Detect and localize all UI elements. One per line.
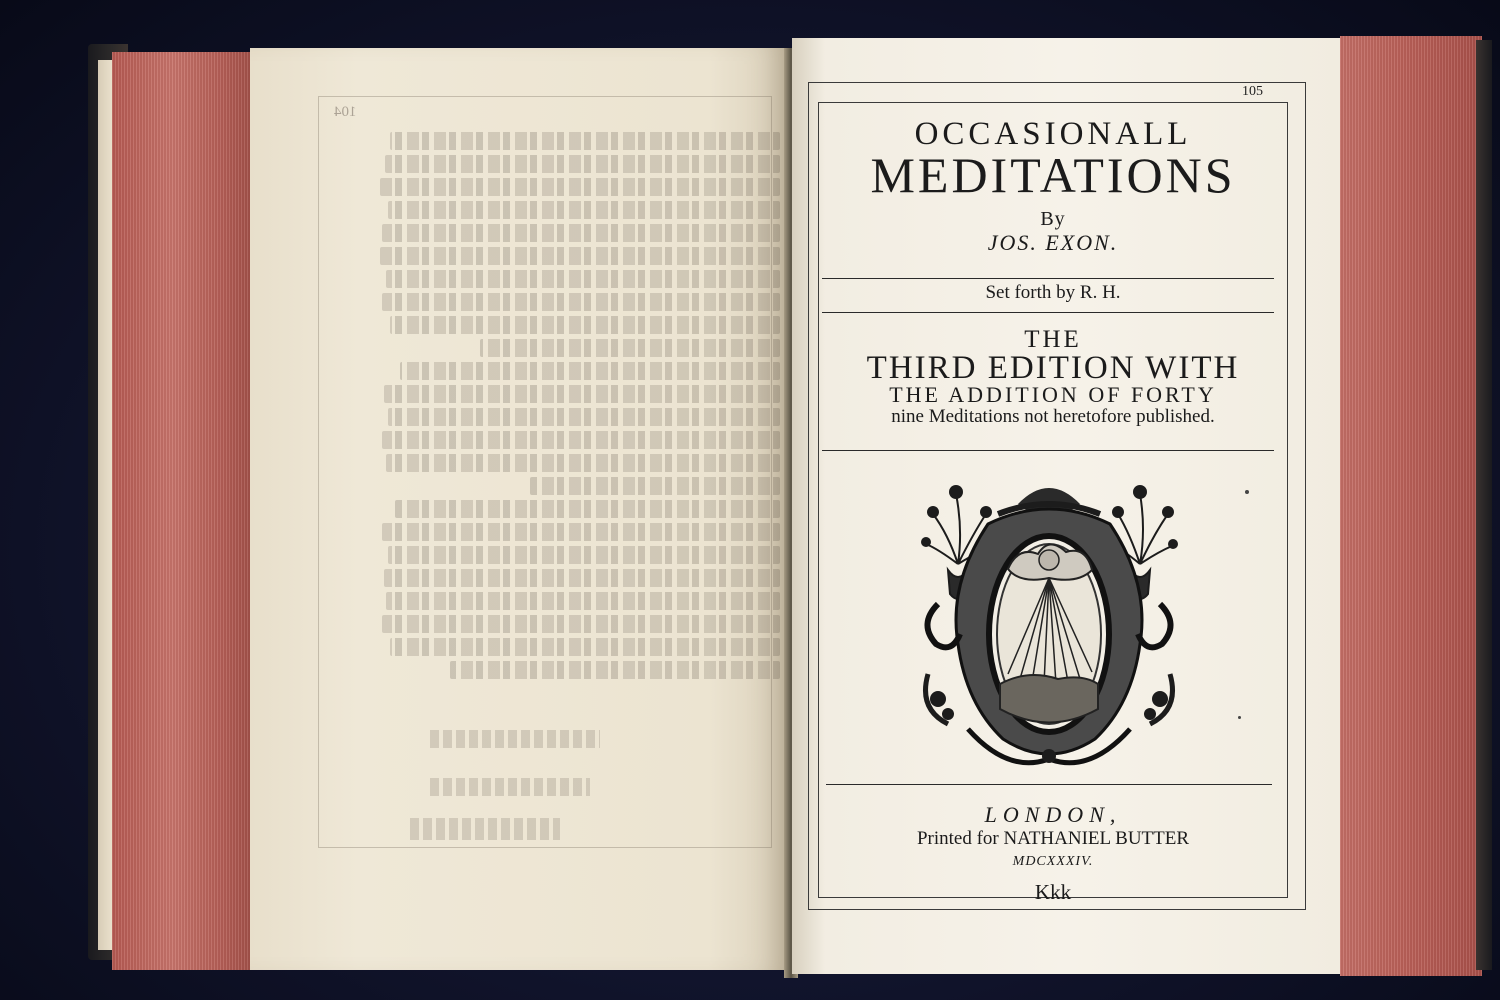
author: JOS. EXON. xyxy=(987,230,1119,255)
ink-speck xyxy=(1245,490,1249,494)
left-page-show-through-text xyxy=(380,132,780,684)
left-page-edges xyxy=(112,52,262,970)
left-page-show-through-signoff xyxy=(430,730,600,748)
left-page-show-through-signoff-2 xyxy=(430,778,590,796)
rule-1 xyxy=(822,278,1274,279)
left-page-number-mirrored: 104 xyxy=(334,104,357,120)
printers-ornament-icon xyxy=(908,474,1190,770)
left-page-show-through-signature xyxy=(410,818,560,840)
imprint-printer: Printed for NATHANIEL BUTTER xyxy=(916,828,1190,849)
edition-the: THE xyxy=(1024,326,1082,353)
title-line-2: MEDITATIONS xyxy=(870,147,1236,203)
ink-speck xyxy=(1238,716,1241,719)
rule-2 xyxy=(822,312,1274,313)
imprint-year: MDCXXXIV. xyxy=(1012,854,1094,869)
imprint-city: LONDON, xyxy=(984,802,1122,827)
signature-mark: Kkk xyxy=(1034,880,1072,904)
edition-line-2: THE ADDITION OF FORTY xyxy=(889,382,1217,407)
title-line-1: OCCASIONALL xyxy=(914,116,1192,152)
edition-line-3: nine Meditations not heretofore published. xyxy=(891,406,1215,427)
rule-3 xyxy=(822,450,1274,451)
rule-4 xyxy=(826,784,1272,785)
right-cover-board xyxy=(1476,40,1492,970)
set-forth-line: Set forth by R. H. xyxy=(985,282,1121,303)
right-page-edges xyxy=(1340,36,1482,976)
page-number: 105 xyxy=(1242,84,1263,99)
edition-line-1: THIRD EDITION WITH xyxy=(866,350,1240,386)
by-line: By xyxy=(1040,208,1066,230)
